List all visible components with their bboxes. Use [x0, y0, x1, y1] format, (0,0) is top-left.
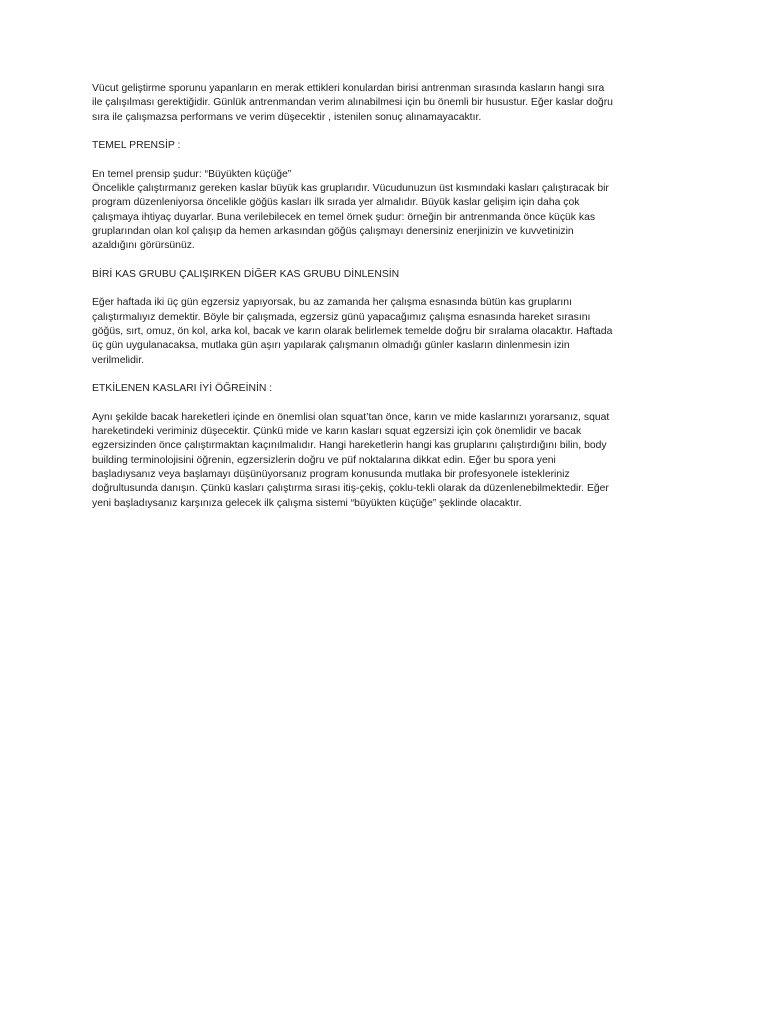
spacer: [92, 125, 682, 139]
paragraph-principle: Öncelikle çalıştırmanız gereken kaslar büyük kas gruplarıdır. Vücudunuzun üst kısmındaki kasları çalıştıracak bir program düzenleniyorsa öncelikle göğüs kasları ilk sırada yer almalıdır. Büyük kaslar gelişim için daha çok çalışmaya ihtiyaç duyarlar. Buna verilebilecek en temel örnek şudur: örneğin bir antrenmanda önce küçük kas gruplarından olan kol çalışıp da hemen arkasından göğüs çalışmayı denersiniz enerjinizin ve kuvvetinizin azaldığını görürsünüz.: [92, 183, 609, 252]
spacer: [92, 397, 682, 411]
intro-paragraph: Vücut geliştirme sporunu yapanların en merak ettikleri konulardan birisi antrenman sırasında kasların hangi sıra ile çalışılması gerektiğidir. Günlük antrenmandan verim alınabilmesi için bu önemli bir husustur. Eğer kaslar doğru sıra ile çalışmazsa performans ve verim düşecektir , istenilen sonuç alınamayacaktır.: [92, 83, 613, 123]
spacer: [92, 254, 682, 268]
document-page: [92, 82, 682, 511]
paragraph-etkilenen-kaslar: Aynı şekilde bacak hareketleri içinde en önemlisi olan squat’tan önce, karın ve mide kaslarınızı yorarsanız, squat hareketindeki veriminiz düşecektir. Çünkü mide ve karın kasları squat egzersizi için çok önemlidir ve bacak egzersizinden önce çalıştırmaktan kaçınılmalıdır. Hangi hareketlerin hangi kas gruplarını çalıştırdığını bilin, body building terminolojisini öğrenin, egzersizlerin doğru ve püf noktalarına dikkat edin. Eğer bu spora yeni başladıysanız veya başlamayı düşünüyorsanız program konusunda mutlaka bir profesyonele istekleriniz doğrultusunda danışın. Çünkü kasları çalıştırma sırası itiş-çekiş, çoklu-tekli olarak da düzenlenebilmektedir. Eğer yeni başladıysanız karşınıza gelecek ilk çalışma sistemi “büyükten küçüğe” şeklinde olacaktır.: [92, 411, 610, 509]
principle-line: En temel prensip şudur: “Büyükten küçüğe”: [92, 168, 292, 180]
heading-temel-prensip: TEMEL PRENSİP :: [92, 140, 181, 152]
spacer: [92, 368, 682, 382]
spacer: [92, 282, 682, 296]
spacer: [92, 153, 682, 167]
heading-etkilenen-kaslar: ETKİLENEN KASLARI İYİ ÖĞREİNİN :: [92, 383, 273, 395]
paragraph-kas-grubu: Eğer haftada iki üç gün egzersiz yapıyorsak, bu az zamanda her çalışma esnasında bütün kas gruplarını çalıştırmalıyız demektir. Böyle bir çalışmada, egzersiz günü yapacağımız çalışma esnasında hareket sırasını göğüs, sırt, omuz, ön kol, arka kol, bacak ve karın olarak belirlemek temelde doğru bir sıralama olacaktır. Haftada üç gün uygulanacaksa, mutlaka gün aşırı yapılarak çalışmanın olmadığı günler kasların dinlenmesin izin verilmelidir.: [92, 297, 613, 366]
heading-kas-grubu: BİRİ KAS GRUBU ÇALIŞIRKEN DİĞER KAS GRUBU DİNLENSİN: [92, 268, 400, 280]
